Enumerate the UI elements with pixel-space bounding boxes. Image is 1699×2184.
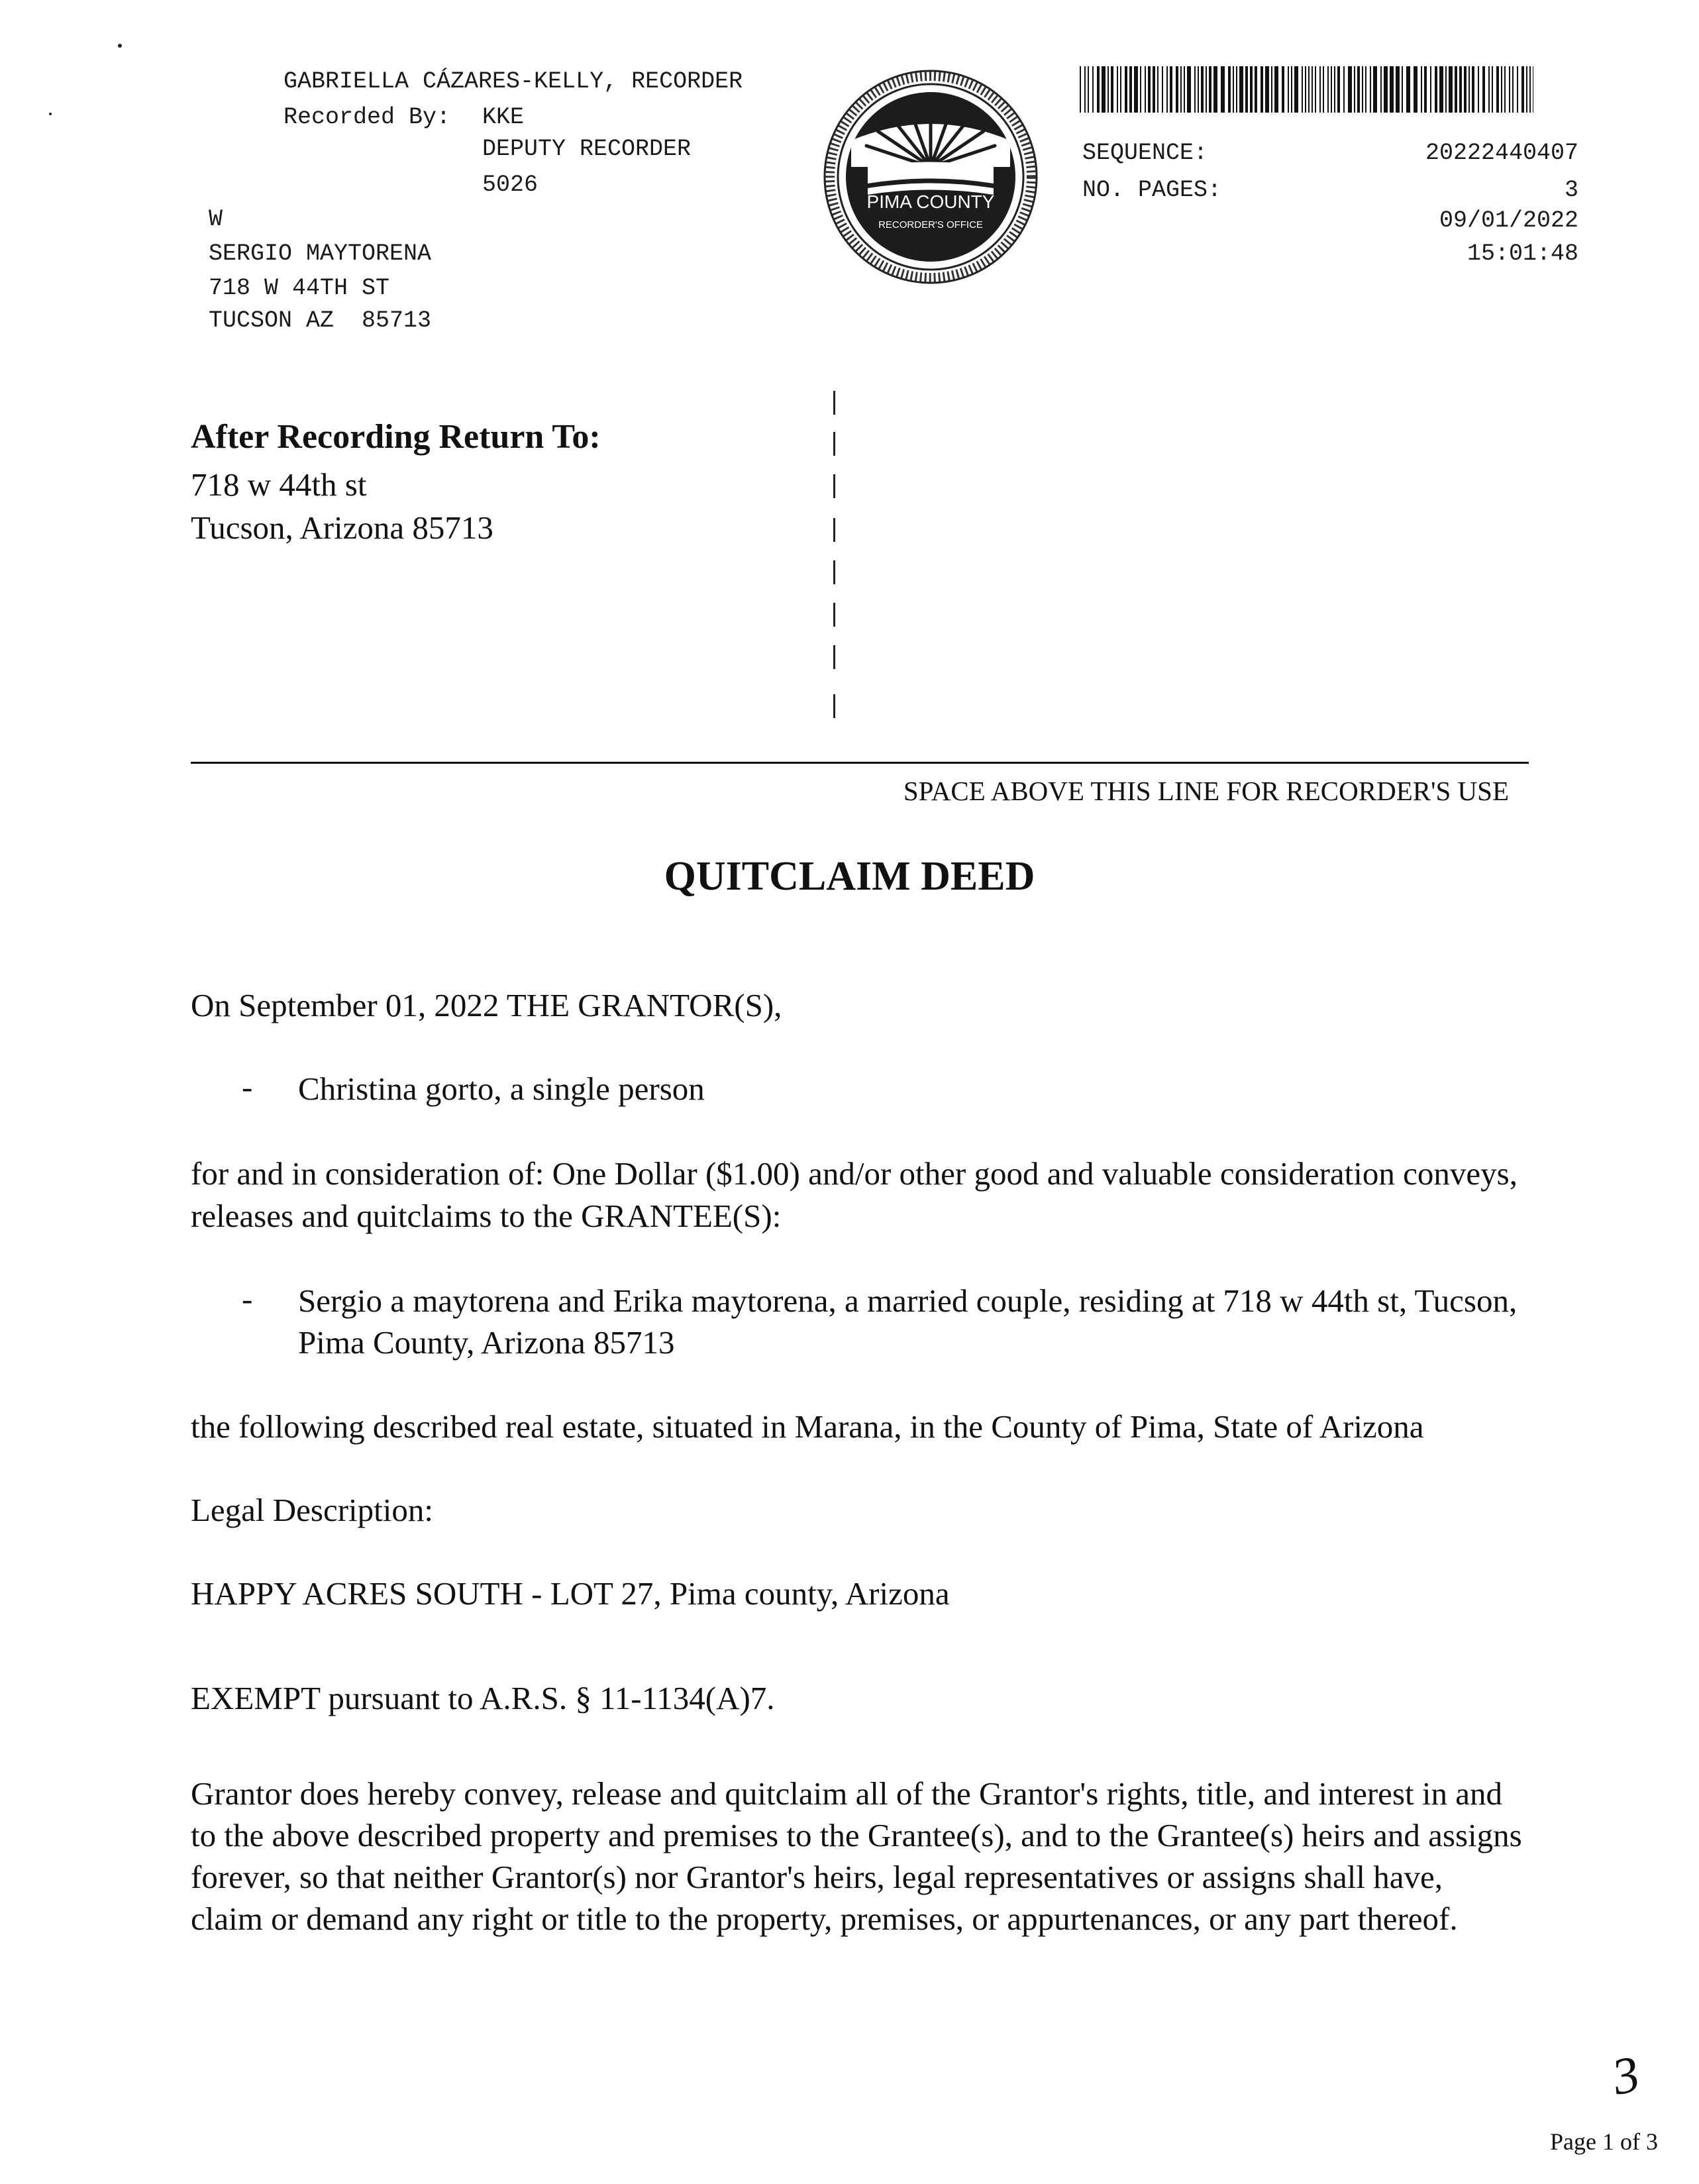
barcode-bar xyxy=(1421,66,1422,113)
legal-description-text: HAPPY ACRES SOUTH - LOT 27, Pima county, Arizona xyxy=(191,1575,950,1612)
barcode-bar xyxy=(1348,66,1352,113)
sequence-label: SEQUENCE: xyxy=(1082,140,1208,166)
barcode-bar xyxy=(1492,66,1493,113)
barcode-bar xyxy=(1529,66,1531,113)
barcode-bar xyxy=(1236,66,1237,113)
barcode-bar xyxy=(1274,66,1278,113)
barcode-bar xyxy=(1468,66,1470,113)
barcode-bar xyxy=(1406,66,1410,113)
divider-tick xyxy=(833,432,835,456)
barcode-bar xyxy=(1354,66,1355,113)
situated-text: the following described real estate, situated in Marana, in the County of Pima, State of Arizona xyxy=(191,1408,1424,1445)
barcode-bar xyxy=(1288,66,1289,113)
exempt-statement: EXEMPT pursuant to A.R.S. § 11-1134(A)7. xyxy=(191,1680,775,1716)
pages-value: 3 xyxy=(1564,177,1578,203)
grantee-bullet: - xyxy=(242,1280,253,1317)
barcode-bar xyxy=(1148,66,1151,113)
recording-date: 09/01/2022 xyxy=(1439,207,1578,234)
return-to-line1: 718 w 44th st xyxy=(191,466,367,503)
barcode-bar xyxy=(1464,66,1467,113)
consideration-text: for and in consideration of: One Dollar ($1.00) and/or other good and valuable consideration conveys, releases and quitclaims to the GRANTEE(S): xyxy=(191,1155,1518,1234)
barcode-bar xyxy=(1370,66,1371,113)
barcode-bar xyxy=(1509,66,1510,113)
barcode-bar xyxy=(1478,66,1479,113)
barcode-bar xyxy=(1157,66,1158,113)
mail-code: W xyxy=(209,206,223,233)
barcode-bar xyxy=(1472,66,1474,113)
barcode-bar xyxy=(1337,66,1340,113)
barcode-bar xyxy=(1097,66,1100,113)
barcode-bar xyxy=(1449,66,1453,113)
barcode-bar xyxy=(1153,66,1155,113)
barcode-bar xyxy=(1439,66,1443,113)
barcode-bar xyxy=(1120,66,1121,113)
barcode-bar xyxy=(1194,66,1196,113)
grantee-names: Sergio a maytorena and Erika maytorena, a married couple, residing at 718 w 44th st, Tucson, Pima County, Arizona 85713 xyxy=(298,1282,1518,1361)
divider-tick xyxy=(833,645,835,669)
barcode-bar xyxy=(1184,66,1185,113)
barcode-bar xyxy=(1255,66,1257,113)
barcode-bar xyxy=(1496,66,1499,113)
recorder-use-caption: SPACE ABOVE THIS LINE FOR RECORDER'S USE xyxy=(903,776,1509,806)
barcode-bar xyxy=(1396,66,1400,113)
barcode-bar xyxy=(1228,66,1231,113)
recording-time: 15:01:48 xyxy=(1467,240,1578,267)
barcode-bar xyxy=(1129,66,1132,113)
barcode-bar xyxy=(1107,66,1109,113)
barcode-bar xyxy=(1213,66,1217,113)
barcode-bar xyxy=(1488,66,1490,113)
divider-tick xyxy=(833,694,835,718)
divider-tick xyxy=(833,391,835,415)
divider-tick xyxy=(833,560,835,584)
barcode-bar xyxy=(1445,66,1447,113)
barcode-bar xyxy=(1319,66,1321,113)
deed-intro: On September 01, 2022 THE GRANTOR(S), xyxy=(191,987,782,1023)
barcode-bar xyxy=(1245,66,1248,113)
conveyance-clause: Grantor does hereby convey, release and quitclaim all of the Grantor's rights, title, and interest in and to the above described property and premises to the Grantee(s), and to the Grantee(s) heirs and assigns forever, so that neither Grantor(s) nor Grantor's heirs, legal representatives or assigns shall have, claim or demand any right or title to the property, premises, or appurtenances, or any part thereof. xyxy=(191,1775,1522,1937)
barcode-bar xyxy=(1327,66,1329,113)
barcode-bar xyxy=(1323,66,1324,113)
divider-tick xyxy=(833,603,835,627)
barcode-bar xyxy=(1250,66,1253,113)
barcode-bar xyxy=(1362,66,1363,113)
barcode-bar xyxy=(1176,66,1178,113)
mail-to-city: TUCSON AZ 85713 xyxy=(209,307,432,334)
barcode-bar xyxy=(1343,66,1345,113)
barcode-bar xyxy=(1088,66,1089,113)
mail-to-street: 718 W 44TH ST xyxy=(209,275,390,301)
barcode-bar xyxy=(1501,66,1502,113)
sequence-value: 20222440407 xyxy=(1425,140,1578,166)
barcode-bar xyxy=(1166,66,1168,113)
return-to-heading: After Recording Return To: xyxy=(191,418,601,456)
barcode-bar xyxy=(1198,66,1199,113)
barcode-bar xyxy=(1233,66,1234,113)
barcode-bar xyxy=(1282,66,1284,113)
barcode-bar xyxy=(1084,66,1086,113)
barcode-bar xyxy=(1315,66,1316,113)
barcode-bar xyxy=(1162,66,1163,113)
mail-to-name: SERGIO MAYTORENA xyxy=(209,240,432,267)
barcode-bar xyxy=(1261,66,1263,113)
grantor-name: Christina gorto, a single person xyxy=(298,1070,705,1107)
barcode-bar xyxy=(1435,66,1437,113)
barcode-icon xyxy=(1080,66,1533,113)
handwritten-page-mark: 3 xyxy=(1607,2044,1645,2106)
barcode-bar xyxy=(1102,66,1106,113)
seal-text-sub: RECORDER'S OFFICE xyxy=(878,219,983,231)
barcode-bar xyxy=(1402,66,1403,113)
barcode-bar xyxy=(1294,66,1298,113)
divider-tick xyxy=(833,518,835,542)
barcode-bar xyxy=(1145,66,1146,113)
barcode-bar xyxy=(1180,66,1182,113)
barcode-bar xyxy=(1521,66,1524,113)
seal-text-main: PIMA COUNTY xyxy=(866,191,995,212)
barcode-bar xyxy=(1424,66,1427,113)
deputy-number: 5026 xyxy=(482,172,539,198)
barcode-bar xyxy=(1459,66,1462,113)
divider-tick xyxy=(833,474,835,498)
barcode-bar xyxy=(1373,66,1377,113)
scan-speck xyxy=(49,113,52,115)
legal-description-label: Legal Description: xyxy=(191,1492,434,1528)
page-number: Page 1 of 3 xyxy=(1550,2128,1658,2155)
barcode-bar xyxy=(1206,66,1207,113)
barcode-bar xyxy=(1201,66,1204,113)
barcode-bar xyxy=(1430,66,1431,113)
barcode-bar xyxy=(1517,66,1518,113)
barcode-bar xyxy=(1482,66,1485,113)
barcode-bar xyxy=(1512,66,1514,113)
barcode-bar xyxy=(1170,66,1172,113)
barcode-bar xyxy=(1390,66,1394,113)
barcode-bar xyxy=(1092,66,1094,113)
deputy-recorder: DEPUTY RECORDER xyxy=(482,136,692,162)
barcode-bar xyxy=(1140,66,1141,113)
pages-label: NO. PAGES: xyxy=(1082,177,1222,203)
barcode-bar xyxy=(1271,66,1272,113)
barcode-bar xyxy=(1331,66,1332,113)
barcode-bar xyxy=(1302,66,1303,113)
return-to-line2: Tucson, Arizona 85713 xyxy=(191,509,493,546)
barcode-bar xyxy=(1125,66,1127,113)
barcode-bar xyxy=(1111,66,1113,113)
scan-speck xyxy=(118,44,122,48)
barcode-bar xyxy=(1117,66,1118,113)
barcode-bar xyxy=(1312,66,1313,113)
barcode-bar xyxy=(1334,66,1335,113)
barcode-bar xyxy=(1291,66,1292,113)
recorder-name: GABRIELLA CÁZARES-KELLY, RECORDER xyxy=(283,68,743,95)
barcode-bar xyxy=(1239,66,1243,113)
recorded-by-label: Recorded By: xyxy=(283,104,451,130)
barcode-bar xyxy=(1526,66,1527,113)
barcode-bar xyxy=(1305,66,1306,113)
barcode-bar xyxy=(1504,66,1506,113)
recorded-by-value: KKE xyxy=(482,104,525,130)
grantor-bullet: - xyxy=(242,1068,253,1105)
barcode-bar xyxy=(1414,66,1417,113)
pima-county-seal-icon xyxy=(821,68,1040,286)
barcode-bar xyxy=(1221,66,1225,113)
deed-title: QUITCLAIM DEED xyxy=(664,854,1035,899)
barcode-bar xyxy=(1265,66,1269,113)
barcode-bar xyxy=(1357,66,1360,113)
barcode-bar xyxy=(1455,66,1457,113)
barcode-bar xyxy=(1080,66,1081,113)
barcode-bar xyxy=(1365,66,1366,113)
barcode-bar xyxy=(1209,66,1211,113)
recorder-use-rule xyxy=(191,762,1529,764)
barcode-bar xyxy=(1187,66,1191,113)
barcode-bar xyxy=(1380,66,1382,113)
barcode-bar xyxy=(1134,66,1138,113)
barcode-bar xyxy=(1384,66,1388,113)
barcode-bar xyxy=(1308,66,1310,113)
